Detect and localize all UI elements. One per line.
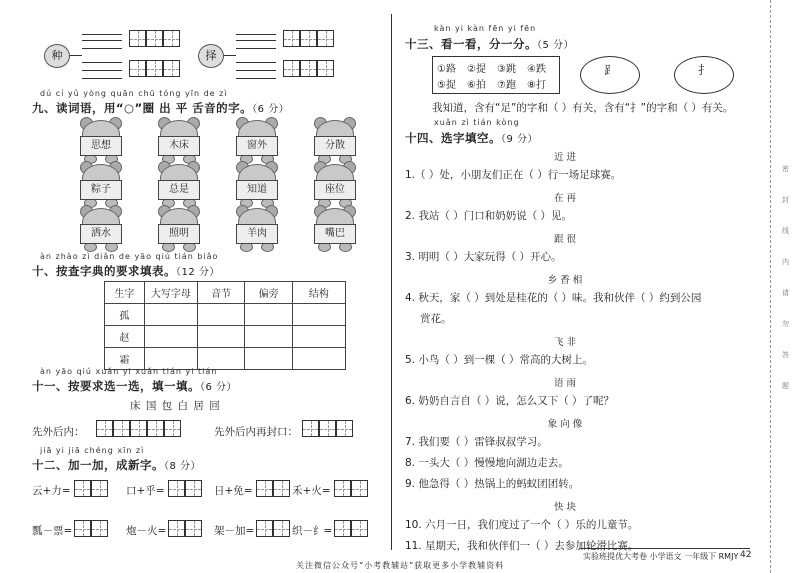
answer-box[interactable] [256, 520, 273, 537]
bear-word[interactable]: 照明 [158, 224, 200, 244]
writing-box[interactable] [317, 30, 334, 47]
table-row: 赵 [105, 326, 346, 348]
answer-box[interactable] [96, 420, 113, 437]
q9-pinyin: dú cí yǔ yòng quān chū tóng yīn de zì [40, 89, 228, 98]
q12-title: 十二、加一加，成新字。（8 分） [32, 458, 202, 472]
answer-box[interactable] [336, 420, 353, 437]
seal-label: 封 [782, 196, 789, 204]
q13-title: 十三、看一看，分一分。（5 分） [405, 37, 575, 51]
word-bear[interactable] [230, 164, 282, 206]
answer-box[interactable] [334, 520, 351, 537]
answer-box[interactable] [91, 480, 108, 497]
answer-box[interactable] [91, 520, 108, 537]
answer-box[interactable] [168, 480, 185, 497]
char-option[interactable]: ②提 [467, 64, 486, 75]
fill-sentence[interactable]: 10. 六月一日，我们度过了一个（ ）乐的儿童节。 [405, 519, 639, 531]
footer-rule [580, 548, 750, 549]
bear-word[interactable]: 分散 [314, 136, 356, 156]
fill-sentence[interactable]: 5. 小鸟（ ）到一棵（ ）常高的大树上。 [405, 354, 594, 366]
q11-label-b: 先外后内再封口： [214, 426, 298, 438]
seal-line [770, 0, 771, 573]
bear-word[interactable]: 座位 [314, 180, 356, 200]
q12-expression: 架－加= [214, 525, 255, 537]
answer-box[interactable] [74, 520, 91, 537]
char-option[interactable]: ①路 [437, 64, 456, 75]
q11-title: 十一、按要求选一选，填一填。（6 分） [32, 379, 238, 393]
answer-box[interactable] [273, 520, 290, 537]
bear-word[interactable]: 木床 [158, 136, 200, 156]
word-badge-right: 择 [198, 44, 224, 68]
word-bear[interactable] [74, 164, 126, 206]
word-bear[interactable] [230, 120, 282, 162]
word-bear[interactable] [308, 164, 360, 206]
q14-pinyin: xuǎn zì tián kòng [434, 118, 520, 127]
answer-box[interactable] [334, 480, 351, 497]
table-header: 生字 大写字母 音节 偏旁 结构 [105, 282, 346, 304]
seal-label: 线 [782, 227, 789, 235]
bear-word[interactable]: 知道 [236, 180, 278, 200]
seal-label: 密 [782, 165, 789, 173]
bear-word[interactable]: 羊肉 [236, 224, 278, 244]
q12-expression: 日+免= [214, 485, 253, 497]
hand-radical-label: 扌 [697, 63, 710, 77]
writing-box[interactable] [146, 60, 163, 77]
bear-word[interactable]: 嘴巴 [314, 224, 356, 244]
char-pair: 象 向 像 [547, 419, 583, 430]
answer-box[interactable] [168, 520, 185, 537]
column-divider [391, 14, 392, 550]
word-bear[interactable] [230, 208, 282, 250]
word-web-right [198, 30, 348, 82]
fill-sentence[interactable]: 1.（ ）处，小朋友们正在（ ）行一场足球赛。 [405, 169, 622, 181]
answer-box[interactable] [302, 420, 319, 437]
q14-title: 十四、选字填空。（9 分） [405, 131, 539, 145]
char-pair: 跟 很 [553, 234, 577, 245]
answer-box[interactable] [185, 520, 202, 537]
q10-title: 十、按查字典的要求填表。（12 分） [32, 264, 220, 278]
char-pair: 飞 非 [553, 337, 577, 348]
fill-sentence[interactable]: 9. 他急得（ ）热锅上的蚂蚁团团转。 [405, 478, 580, 490]
answer-box[interactable] [319, 420, 336, 437]
q12-expression: 口+乎= [126, 485, 165, 497]
oval-hand[interactable] [674, 56, 734, 94]
char-pair: 乡 香 相 [547, 275, 583, 286]
fill-sentence[interactable]: 2. 我站（ ）门口和奶奶说（ ）见。 [405, 210, 573, 222]
writing-box[interactable] [283, 30, 300, 47]
bear-word[interactable]: 洒水 [80, 224, 122, 244]
char-pair: 语 雨 [553, 378, 577, 389]
fill-sentence[interactable]: 赏花。 [420, 313, 452, 325]
foot-radical-label: ⻊ [603, 63, 616, 77]
q12-expression: 禾+火= [292, 485, 331, 497]
q12-expression: 炮－火= [126, 525, 167, 537]
bear-word[interactable]: 粽子 [80, 180, 122, 200]
word-bear[interactable] [74, 120, 126, 162]
page-number: 42 [740, 550, 752, 560]
word-bear[interactable] [152, 120, 204, 162]
table-row: 孤 [105, 304, 346, 326]
seal-label: 内 [782, 258, 789, 266]
fill-sentence[interactable]: 7. 我们要（ ）雷锋叔叔学习。 [405, 436, 548, 448]
answer-box[interactable] [351, 520, 368, 537]
char-option[interactable]: ③跳 [497, 64, 516, 75]
char-pair: 快 块 [553, 502, 577, 513]
char-pair: 近 进 [553, 152, 577, 163]
writing-box[interactable] [163, 30, 180, 47]
dictionary-table [104, 281, 346, 370]
writing-box[interactable] [163, 60, 180, 77]
q9-title: 九、读词语，用“○”圈 出 平 舌音的字。（6 分） [32, 101, 290, 115]
oval-foot[interactable] [580, 56, 640, 94]
char-option[interactable]: ⑥拍 [467, 80, 486, 91]
answer-box[interactable] [164, 420, 181, 437]
q11-pinyin: àn yāo qiú xuǎn yi xuǎn tián yi tián [40, 367, 218, 376]
q11-label-a: 先外后内： [32, 426, 85, 438]
writing-box[interactable] [317, 60, 334, 77]
q13-sentence: 我知道，含有“足”的字和（ ）有关，含有“扌”的字和（ ）有关。 [432, 102, 734, 114]
word-bear[interactable] [152, 208, 204, 250]
q12-expression: 云+力= [32, 485, 71, 497]
word-web-left [44, 30, 194, 82]
fill-sentence[interactable]: 11. 星期天，我和伙伴们一（ ）去参加轮滑比赛。 [405, 540, 639, 552]
fill-sentence[interactable]: 8. 一头大（ ）慢慢地向湖边走去。 [405, 457, 569, 469]
char-option[interactable]: ⑤捉 [437, 80, 456, 91]
writing-box[interactable] [300, 60, 317, 77]
answer-box[interactable] [185, 480, 202, 497]
writing-box[interactable] [283, 60, 300, 77]
seal-label: 答 [782, 351, 789, 359]
word-badge-left: 种 [44, 44, 70, 68]
word-bear[interactable] [152, 164, 204, 206]
word-bear[interactable] [308, 120, 360, 162]
fill-sentence[interactable]: 3. 明明（ ）大家玩得（ ）开心。 [405, 251, 562, 263]
answer-box[interactable] [130, 420, 147, 437]
footer-book: 实验班提优大考卷 小学语文 一年级下 RMJY [583, 552, 739, 561]
bear-word[interactable]: 总是 [158, 180, 200, 200]
writing-box[interactable] [129, 30, 146, 47]
answer-box[interactable] [256, 480, 273, 497]
q10-pinyin: àn zhào zì diǎn de yāo qiú tián biǎo [40, 252, 219, 261]
bear-word[interactable]: 窗外 [236, 136, 278, 156]
word-bear[interactable] [74, 208, 126, 250]
char-option[interactable]: ④跌 [527, 64, 546, 75]
q12-expression: 瓢－票= [32, 525, 73, 537]
answer-box[interactable] [74, 480, 91, 497]
seal-label: 题 [782, 382, 789, 390]
answer-box[interactable] [147, 420, 164, 437]
char-option[interactable]: ⑧打 [527, 80, 546, 91]
q12-pinyin: jiā yi jiā chéng xīn zì [40, 446, 145, 455]
answer-box[interactable] [273, 480, 290, 497]
writing-box[interactable] [129, 60, 146, 77]
fill-sentence[interactable]: 4. 秋天，家（ ）到处是桂花的（ ）味。我和伙伴（ ）约到公园 [405, 292, 702, 304]
word-bear[interactable] [308, 208, 360, 250]
answer-box[interactable] [113, 420, 130, 437]
table-row: 霜 [105, 348, 346, 370]
writing-box[interactable] [300, 30, 317, 47]
char-pair: 在 再 [553, 193, 577, 204]
q13-pinyin: kàn yi kàn fēn yi fēn [434, 24, 537, 33]
fill-sentence[interactable]: 6. 奶奶自言自（ ）说，怎么又下（ ）了呢？ [405, 395, 615, 407]
q12-expression: 织－纟= [292, 525, 333, 537]
bear-word[interactable]: 思想 [80, 136, 122, 156]
answer-box[interactable] [351, 480, 368, 497]
footer-note: 关注微信公众号“小考教辅站”获取更多小学教辅资料 [296, 561, 505, 570]
writing-box[interactable] [146, 30, 163, 47]
seal-label: 勿 [782, 320, 789, 328]
char-option[interactable]: ⑦跑 [497, 80, 516, 91]
q11-options: 床 国 包 白 居 回 [130, 400, 221, 412]
seal-label: 请 [782, 289, 789, 297]
